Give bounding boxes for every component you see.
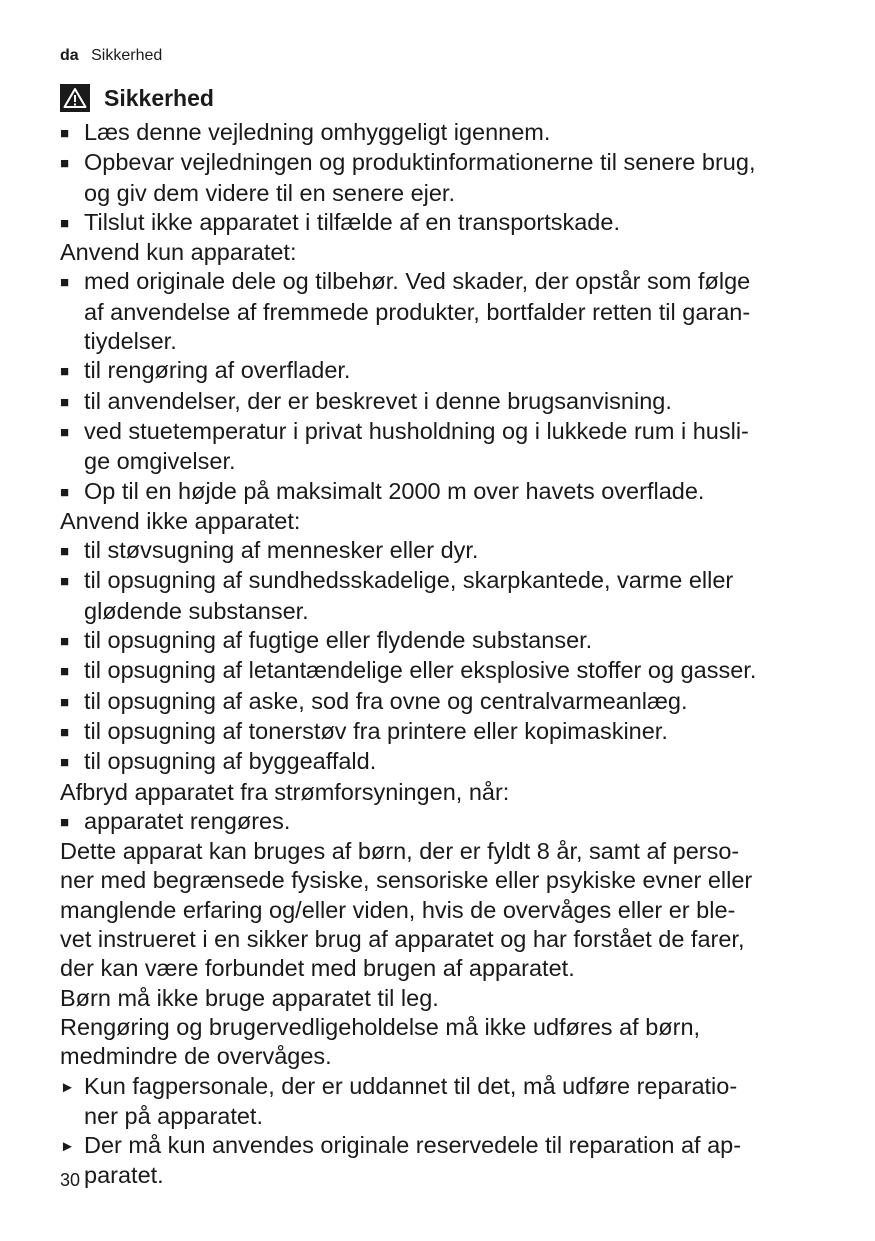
paragraph-line	[60, 1013, 822, 1042]
list-item	[60, 387, 822, 417]
bullet-icon: ■	[60, 693, 70, 711]
header-section: Sikkerhed	[91, 47, 163, 64]
line-text: ved stuetemperatur i privat husholdning og i lukkede rum i husli-	[84, 417, 749, 444]
section-heading	[60, 84, 214, 112]
line-text: manglende erfaring og/eller viden, hvis de overvåges eller er ble-	[60, 896, 736, 923]
list-item	[60, 417, 822, 447]
bullet-icon: ■	[60, 363, 70, 381]
bullet-icon: ■	[60, 393, 70, 411]
paragraph-line	[60, 896, 822, 925]
paragraph-line	[60, 1042, 822, 1071]
paragraph-line	[60, 954, 822, 983]
line-text: Rengøring og brugervedligeholdelse må ikke udføres af børn,	[60, 1013, 701, 1040]
line-text: Afbryd apparatet fra strømforsyningen, når:	[60, 778, 510, 805]
arrow-icon: ►	[60, 1078, 75, 1096]
warning-triangle-icon	[60, 84, 90, 112]
line-text: til anvendelser, der er beskrevet i denne brugsanvisning.	[84, 387, 672, 414]
paragraph-line	[60, 238, 822, 267]
line-text: til støvsugning af mennesker eller dyr.	[84, 537, 479, 564]
bullet-icon: ■	[60, 723, 70, 741]
paragraph-line	[60, 837, 822, 866]
line-text: Der må kun anvendes originale reservedele til reparation af ap-	[84, 1132, 742, 1159]
list-item-continuation	[60, 597, 822, 626]
list-item	[60, 208, 822, 238]
list-item	[60, 656, 822, 686]
list-item	[60, 717, 822, 747]
bullet-icon: ■	[60, 125, 70, 142]
list-item	[60, 477, 822, 507]
paragraph-line	[60, 984, 822, 1013]
bullet-icon: ■	[60, 155, 70, 173]
bullet-icon: ■	[60, 813, 70, 831]
line-text: Dette apparat kan bruges af børn, der er fyldt 8 år, samt af perso-	[60, 838, 740, 865]
arrow-icon: ►	[60, 1138, 75, 1156]
list-item-continuation	[60, 1161, 822, 1190]
line-text: Børn må ikke bruge apparatet til leg.	[60, 984, 439, 1011]
instruction-item	[60, 1072, 822, 1102]
bullet-icon: ■	[60, 214, 70, 232]
safety-text	[60, 118, 822, 1191]
page-number: 30	[60, 1170, 81, 1190]
list-item	[60, 267, 822, 297]
list-item-continuation	[60, 179, 822, 208]
list-item	[60, 747, 822, 777]
list-item-continuation	[60, 1102, 822, 1131]
bullet-icon: ■	[60, 633, 70, 651]
line-text: til opsugning af letantændelige eller eksplosive stoffer og gasser.	[84, 657, 757, 684]
bullet-icon: ■	[60, 754, 70, 772]
instruction-item	[60, 1131, 822, 1161]
language-code: da	[60, 47, 79, 64]
bullet-icon: ■	[60, 274, 70, 292]
line-text: og giv dem videre til en senere ejer.	[84, 179, 455, 206]
list-item	[60, 687, 822, 717]
bullet-icon: ■	[60, 483, 70, 501]
line-text: til opsugning af sundhedsskadelige, skarpkantede, varme eller	[84, 567, 734, 594]
bullet-icon: ■	[60, 423, 70, 441]
line-text: Anvend ikke apparatet:	[60, 507, 301, 534]
paragraph-line	[60, 925, 822, 954]
bullet-icon: ■	[60, 663, 70, 681]
line-text: vet instrueret i en sikker brug af apparatet og har forstået de farer,	[60, 926, 745, 953]
line-text: glødende substanser.	[84, 597, 309, 624]
line-text: apparatet rengøres.	[84, 807, 291, 834]
line-text: Op til en højde på maksimalt 2000 m over havets overflade.	[84, 477, 705, 504]
list-item-continuation	[60, 447, 822, 476]
line-text: medmindre de overvåges.	[60, 1043, 332, 1070]
line-text: Opbevar vejledningen og produktinformationerne til senere brug,	[84, 149, 756, 176]
line-text: til opsugning af aske, sod fra ovne og centralvarmeanlæg.	[84, 687, 688, 714]
line-text: til opsugning af byggeaffald.	[84, 748, 377, 775]
line-text: ner på apparatet.	[84, 1102, 263, 1129]
list-item	[60, 566, 822, 596]
line-text: til opsugning af fugtige eller flydende substanser.	[84, 627, 593, 654]
paragraph-line	[60, 507, 822, 536]
page-title: Sikkerhed	[104, 84, 214, 111]
bullet-icon: ■	[60, 543, 70, 561]
line-text: med originale dele og tilbehør. Ved skader, der opstår som følge	[84, 268, 751, 295]
list-item	[60, 626, 822, 656]
list-item	[60, 536, 822, 566]
line-text: til opsugning af tonerstøv fra printere eller kopimaskiner.	[84, 717, 668, 744]
running-header	[60, 47, 162, 65]
list-item	[60, 807, 822, 837]
list-item	[60, 148, 822, 178]
line-text: der kan være forbundet med brugen af apparatet.	[60, 955, 575, 982]
list-item-continuation	[60, 298, 822, 327]
list-item	[60, 356, 822, 386]
line-text: paratet.	[84, 1162, 164, 1189]
line-text: Kun fagpersonale, der er uddannet til det, må udføre reparatio-	[84, 1072, 738, 1099]
line-text: af anvendelse af fremmede produkter, bortfalder retten til garan-	[84, 298, 751, 325]
bullet-icon: ■	[60, 573, 70, 591]
paragraph-line	[60, 866, 822, 895]
line-text: Tilslut ikke apparatet i tilfælde af en transportskade.	[84, 208, 620, 235]
line-text: tiydelser.	[84, 328, 177, 355]
line-text: ge omgivelser.	[84, 448, 236, 475]
line-text: Anvend kun apparatet:	[60, 239, 297, 266]
list-item-continuation	[60, 327, 822, 356]
line-text: til rengøring af overflader.	[84, 357, 351, 384]
line-text: Læs denne vejledning omhyggeligt igennem.	[84, 119, 551, 145]
paragraph-line	[60, 778, 822, 807]
line-text: ner med begrænsede fysiske, sensoriske eller psykiske evner eller	[60, 867, 753, 894]
list-item	[60, 118, 822, 148]
